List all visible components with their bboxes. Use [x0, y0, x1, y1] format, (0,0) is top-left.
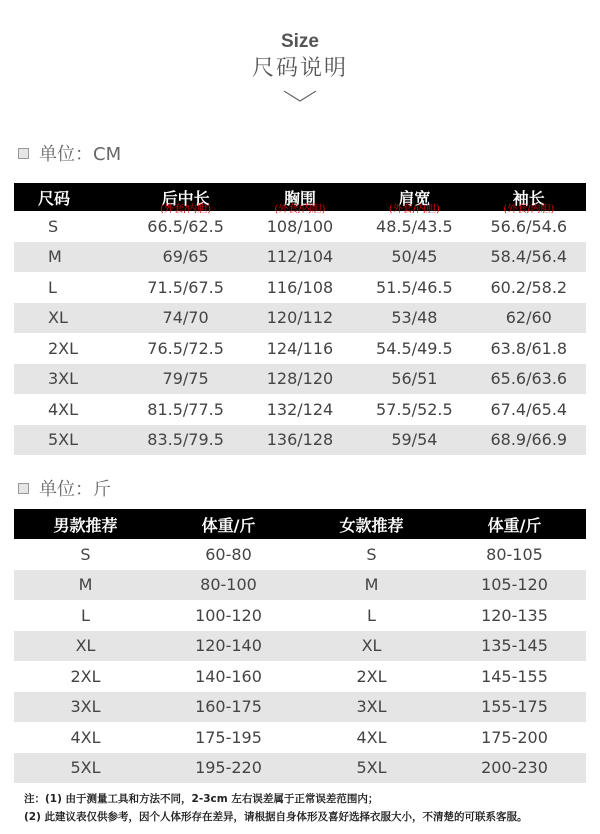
garment-note: (外套/内胆) [274, 204, 326, 215]
cell-value: 50/45 [391, 247, 438, 267]
cell-value: 128/120 [266, 369, 334, 389]
table-cell: M [14, 570, 157, 601]
table-cell: 80-105 [486, 544, 543, 564]
table-cell [14, 211, 128, 242]
cell-value: XL [48, 308, 68, 328]
square-bullet-icon [18, 148, 29, 159]
table-cell [472, 204, 586, 242]
table-cell [243, 204, 357, 242]
weight-table-header [14, 509, 586, 539]
table-cell: 120-135 [481, 605, 548, 625]
size-table [14, 183, 586, 455]
table-cell [243, 242, 357, 273]
square-bullet-icon [18, 483, 29, 494]
weight-table [14, 509, 586, 783]
cell-value: 53/48 [391, 308, 438, 328]
table-row [14, 333, 586, 364]
table-cell: 195-220 [157, 753, 300, 784]
unit-label-cm [18, 140, 121, 166]
cell-value: 74/70 [162, 308, 209, 328]
cell-value: 79/75 [162, 369, 209, 389]
table-cell: 200-230 [443, 753, 586, 784]
footnote-2: (2) 此建议表仅供参考，因个人体形存在差异，请根据自身体形及喜好选择衣服大小，不清楚的可联系客服。 [24, 811, 528, 823]
table-row [14, 692, 586, 723]
table-cell [357, 364, 471, 395]
cell-value: 69/65 [162, 247, 209, 267]
table-cell: 160-175 [157, 692, 300, 723]
cell-value: 48.5/43.5 [376, 216, 453, 236]
cell-value: 65.6/63.6 [490, 369, 568, 389]
table-cell: 120-140 [157, 631, 300, 662]
table-row [14, 303, 586, 334]
table-cell [14, 242, 128, 273]
table-cell: 2XL [70, 666, 101, 686]
table-cell [357, 425, 471, 456]
table-cell: 4XL [356, 727, 387, 747]
table-cell [128, 242, 242, 273]
cell-value: 63.8/61.8 [490, 338, 568, 358]
table-cell [357, 303, 471, 334]
table-cell: L [81, 605, 90, 625]
table-cell: 175-195 [195, 727, 262, 747]
table-row [14, 211, 586, 242]
table-row [14, 600, 586, 631]
table-cell [357, 333, 471, 364]
table-row [14, 631, 586, 662]
cell-value: 54.5/49.5 [376, 338, 453, 358]
size-title-cn: 尺码说明 [251, 56, 348, 81]
column-header: 尺码 [14, 183, 128, 211]
table-row [14, 394, 586, 425]
table-cell: 140-160 [195, 666, 262, 686]
cell-value: 57.5/52.5 [376, 399, 453, 419]
cell-value: 3XL [48, 369, 79, 389]
table-cell [243, 272, 357, 303]
table-row [14, 539, 586, 570]
column-header: 体重/斤 [443, 509, 586, 539]
table-cell: S [80, 544, 91, 564]
table-cell: 80-100 [157, 570, 300, 601]
table-cell [243, 364, 357, 395]
cell-value: 5XL [48, 430, 79, 450]
garment-note: (外套/内胆) [160, 204, 212, 215]
unit-text: 单位：CM [39, 144, 122, 165]
column-header: 体重/斤 [157, 509, 300, 539]
chevron-down-icon [283, 90, 317, 102]
table-cell: XL [14, 631, 157, 662]
cell-value: 66.5/62.5 [147, 216, 224, 236]
cell-value: 116/108 [266, 277, 334, 297]
table-cell: 3XL [300, 692, 443, 723]
table-cell: M [300, 570, 443, 601]
table-cell: S [366, 544, 377, 564]
column-header: 女款推荐 [300, 509, 443, 539]
table-cell [357, 204, 471, 242]
table-cell: 175-200 [481, 727, 548, 747]
unit-label-jin [18, 475, 111, 501]
table-cell [357, 394, 471, 425]
cell-value: 56.6/54.6 [490, 216, 568, 236]
table-cell [128, 272, 242, 303]
table-cell: 2XL [356, 666, 387, 686]
table-cell: 100-120 [195, 605, 262, 625]
cell-value: 132/124 [266, 399, 334, 419]
table-cell [14, 303, 128, 334]
table-cell [14, 394, 128, 425]
table-cell [357, 272, 471, 303]
table-cell: 5XL [14, 753, 157, 784]
table-cell [472, 272, 586, 303]
footnote-1: 注：(1) 由于测量工具和方法不同，2-3cm 左右误差属于正常误差范围内； [24, 793, 379, 805]
table-cell: 105-120 [443, 570, 586, 601]
table-cell [243, 303, 357, 334]
table-cell: XL [300, 631, 443, 662]
table-cell: 145-155 [481, 666, 548, 686]
column-header: 袖长 [472, 183, 586, 211]
cell-value: 2XL [48, 338, 79, 358]
cell-value: L [48, 277, 57, 297]
cell-value: 68.9/66.9 [490, 430, 568, 450]
table-cell: 3XL [14, 692, 157, 723]
table-row [14, 661, 586, 692]
table-cell [472, 333, 586, 364]
unit-text: 单位：斤 [39, 479, 111, 500]
column-header: 肩宽 [357, 183, 471, 211]
cell-value: 108/100 [266, 216, 334, 236]
table-cell [243, 425, 357, 456]
size-title-en: Size [280, 31, 320, 52]
table-cell [472, 364, 586, 395]
cell-value: 71.5/67.5 [147, 277, 224, 297]
cell-value: 51.5/46.5 [376, 277, 453, 297]
column-header: 男款推荐 [14, 509, 157, 539]
table-row [14, 364, 586, 395]
garment-note: (外套/内胆) [388, 204, 440, 215]
cell-value: 67.4/65.4 [490, 399, 568, 419]
table-cell [128, 333, 242, 364]
cell-value: 62/60 [505, 308, 552, 328]
table-row [14, 272, 586, 303]
table-cell [472, 394, 586, 425]
table-cell: 60-80 [205, 544, 252, 564]
cell-value: 56/51 [391, 369, 438, 389]
table-cell [14, 272, 128, 303]
table-cell: L [367, 605, 376, 625]
cell-value: 112/104 [266, 247, 334, 267]
cell-value: 60.2/58.2 [490, 277, 568, 297]
table-cell: 135-145 [443, 631, 586, 662]
cell-value: M [48, 247, 62, 267]
footnotes [24, 790, 528, 826]
table-cell [472, 425, 586, 456]
cell-value: 4XL [48, 399, 79, 419]
table-row [14, 425, 586, 456]
table-cell [243, 394, 357, 425]
table-cell [128, 394, 242, 425]
table-row [14, 242, 586, 273]
cell-value: 83.5/79.5 [147, 430, 224, 450]
cell-value: 81.5/77.5 [147, 399, 224, 419]
column-header: 胸围 [243, 183, 357, 211]
table-cell [357, 242, 471, 273]
cell-value: 76.5/72.5 [147, 338, 224, 358]
table-cell [128, 303, 242, 334]
table-cell [14, 425, 128, 456]
column-header: 后中长 [128, 183, 242, 211]
table-cell: 155-175 [443, 692, 586, 723]
table-cell [14, 364, 128, 395]
cell-value: 59/54 [391, 430, 438, 450]
page-header [0, 30, 600, 102]
cell-value: 124/116 [266, 338, 334, 358]
cell-value: 120/112 [266, 308, 334, 328]
table-cell [14, 333, 128, 364]
cell-value: S [48, 216, 59, 236]
table-cell [243, 333, 357, 364]
table-cell: 5XL [300, 753, 443, 784]
table-row [14, 722, 586, 753]
cell-value: 136/128 [266, 430, 334, 450]
table-row [14, 753, 586, 784]
garment-note: (外套/内胆) [503, 204, 555, 215]
cell-value: 58.4/56.4 [490, 247, 568, 267]
table-cell [472, 303, 586, 334]
table-cell [128, 204, 242, 242]
table-cell [472, 242, 586, 273]
table-cell: 4XL [70, 727, 101, 747]
table-cell [128, 425, 242, 456]
table-row [14, 570, 586, 601]
table-cell [128, 364, 242, 395]
